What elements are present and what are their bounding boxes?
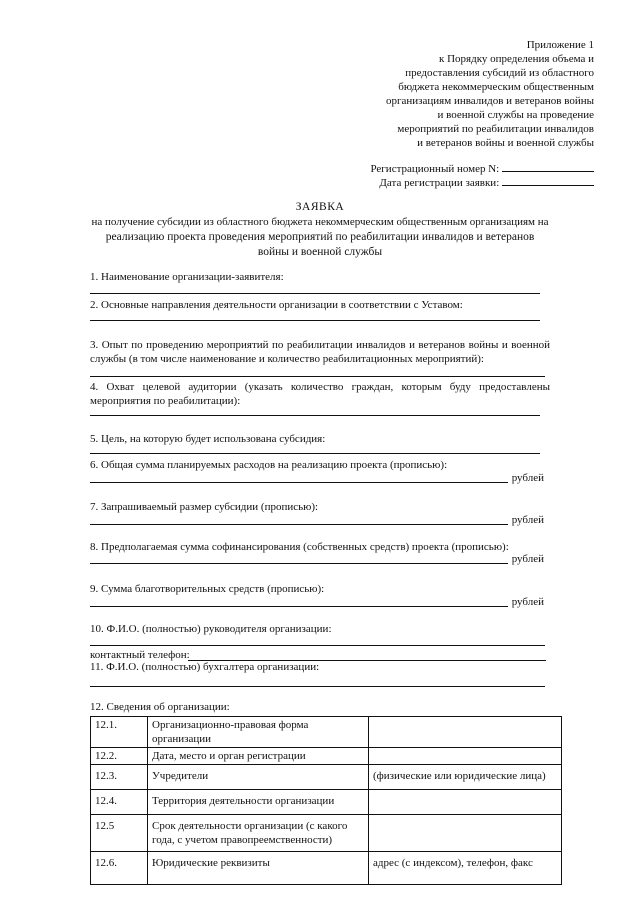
registration-date-field[interactable] bbox=[502, 174, 594, 186]
cofinancing-line[interactable] bbox=[90, 563, 508, 564]
row-value[interactable] bbox=[369, 790, 562, 815]
appendix-line: Приложение 1 bbox=[526, 39, 594, 51]
row-value[interactable] bbox=[369, 815, 562, 852]
row-label: Территория деятельности организации bbox=[148, 790, 369, 815]
currency-label: рублей bbox=[511, 596, 544, 608]
row-number: 12.2. bbox=[91, 748, 148, 765]
charity-line[interactable] bbox=[90, 606, 508, 607]
row-label: Учредители bbox=[148, 765, 369, 790]
row-number: 12.3. bbox=[91, 765, 148, 790]
row-number: 12.6. bbox=[91, 852, 148, 885]
registration-date-label: Дата регистрации заявки: bbox=[379, 177, 500, 189]
purpose-line[interactable] bbox=[90, 453, 540, 454]
table-row bbox=[91, 765, 562, 790]
table-row bbox=[91, 815, 562, 852]
appendix-line: предоставления субсидий из областного bbox=[405, 67, 594, 79]
contact-phone-label: контактный телефон: bbox=[90, 649, 190, 661]
item-accountant: 11. Ф.И.О. (полностью) бухгалтера организации: bbox=[90, 661, 320, 673]
audience-line[interactable] bbox=[90, 415, 540, 416]
currency-label: рублей bbox=[511, 472, 544, 484]
item-cofinancing: 8. Предполагаемая сумма софинансирования (собственных средств) проекта (прописью): bbox=[90, 541, 509, 553]
table-row bbox=[91, 790, 562, 815]
title-line: реализацию проекта проведения мероприятий по реабилитации инвалидов и ветеранов bbox=[105, 231, 535, 243]
row-value[interactable]: адрес (с индексом), телефон, факс bbox=[369, 852, 562, 885]
appendix-header bbox=[344, 38, 594, 150]
accountant-line[interactable] bbox=[90, 686, 545, 687]
row-value[interactable]: (физические или юридические лица) bbox=[369, 765, 562, 790]
org-info-table bbox=[90, 716, 562, 885]
registration-date bbox=[379, 174, 594, 190]
item-org-name: 1. Наименование организации-заявителя: bbox=[90, 271, 284, 283]
appendix-line: и военной службы на проведение bbox=[437, 109, 594, 121]
item-org-info: 12. Сведения об организации: bbox=[90, 701, 230, 713]
registration-number-field[interactable] bbox=[502, 160, 594, 172]
title-heading: ЗАЯВКА bbox=[295, 201, 345, 213]
item-activities: 2. Основные направления деятельности организации в соответствии с Уставом: bbox=[90, 299, 463, 311]
item-director: 10. Ф.И.О. (полностью) руководителя организации: bbox=[90, 623, 332, 635]
appendix-line: к Порядку определения объема и bbox=[439, 53, 594, 65]
table-row bbox=[91, 717, 562, 748]
currency-label: рублей bbox=[511, 553, 544, 565]
table-row bbox=[91, 748, 562, 765]
registration-number-label: Регистрационный номер N: bbox=[370, 163, 500, 175]
subsidy-amount-line[interactable] bbox=[90, 524, 508, 525]
appendix-line: мероприятий по реабилитации инвалидов bbox=[397, 123, 594, 135]
org-name-line[interactable] bbox=[90, 293, 540, 294]
item-purpose: 5. Цель, на которую будет использована субсидия: bbox=[90, 433, 326, 445]
row-label: Дата, место и орган регистрации bbox=[148, 748, 369, 765]
experience-line[interactable] bbox=[90, 376, 545, 377]
table-row bbox=[91, 852, 562, 885]
row-label: Срок деятельности организации (с какого года, с учетом правопреемственности) bbox=[148, 815, 369, 852]
row-number: 12.1. bbox=[91, 717, 148, 748]
item-audience: 4. Охват целевой аудитории (указать количество граждан, которым буду предоставлены мероприятия по реабилитации): bbox=[90, 381, 550, 407]
row-value[interactable] bbox=[369, 748, 562, 765]
row-label: Организационно-правовая форма организации bbox=[148, 717, 369, 748]
item-charity: 9. Сумма благотворительных средств (прописью): bbox=[90, 583, 325, 595]
appendix-line: бюджета некоммерческим общественным bbox=[398, 81, 594, 93]
title-line: войны и военной службы bbox=[257, 246, 383, 258]
row-number: 12.4. bbox=[91, 790, 148, 815]
director-line[interactable] bbox=[90, 645, 545, 646]
item-experience: 3. Опыт по проведению мероприятий по реабилитации инвалидов и ветеранов войны и военной службы (в том числе наименование и количество реабилитационных мероприятий): bbox=[90, 339, 550, 365]
appendix-line: и ветеранов войны и военной службы bbox=[417, 137, 594, 149]
currency-label: рублей bbox=[511, 514, 544, 526]
activities-line[interactable] bbox=[90, 320, 540, 321]
title-line: на получение субсидии из областного бюджета некоммерческим общественным организациям на bbox=[91, 216, 549, 228]
item-subsidy-amount: 7. Запрашиваемый размер субсидии (прописью): bbox=[90, 501, 319, 513]
document-title bbox=[80, 200, 560, 260]
item-total-cost: 6. Общая сумма планируемых расходов на реализацию проекта (прописью): bbox=[90, 459, 448, 471]
row-value[interactable] bbox=[369, 717, 562, 748]
total-cost-line[interactable] bbox=[90, 482, 508, 483]
row-label: Юридические реквизиты bbox=[148, 852, 369, 885]
row-number: 12.5 bbox=[91, 815, 148, 852]
appendix-line: организациям инвалидов и ветеранов войны bbox=[386, 95, 594, 107]
